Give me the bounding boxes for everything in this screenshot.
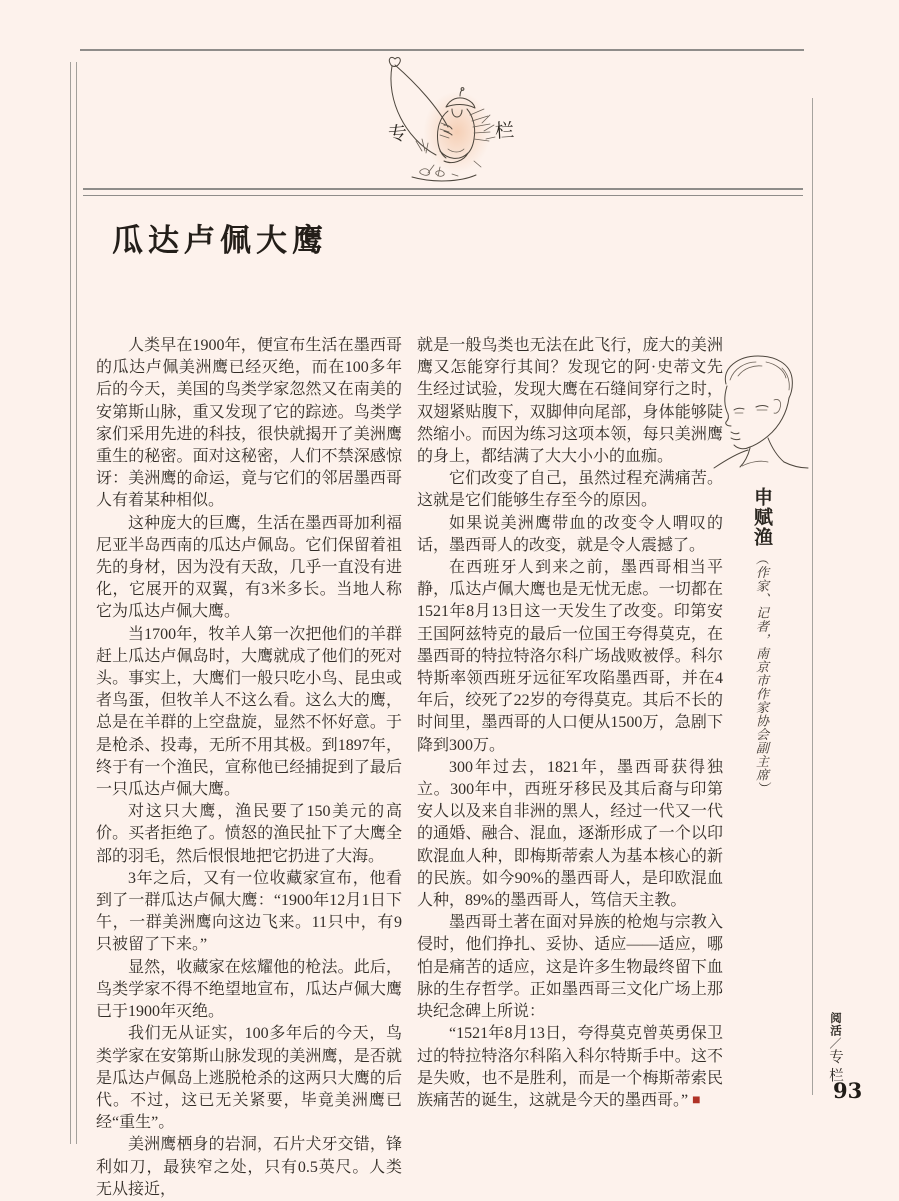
top-rule [80, 49, 804, 51]
article-paragraph: 这种庞大的巨鹰，生活在墨西哥加利福尼亚半岛西南的瓜达卢佩岛。它们保留着祖先的身材，因为没有天敌，几乎一直没有进化，它展开的双翼，有3米多长。当地人称它为瓜达卢佩大鹰。 [96, 514, 402, 621]
article-paragraph: 我们无从证实，100多年后的今天，鸟类学家在安第斯山脉发现的美洲鹰，是否就是瓜达卢佩岛上逃脱枪杀的这两只大鹰的后代。不过，这已无关紧要，毕竟美洲鹰已经“重生”。 [96, 1025, 402, 1132]
article-paragraph: 在西班牙人到来之前，墨西哥相当平静，瓜达卢佩大鹰也是无忧无虑。一切都在1521年8月13日这一天发生了改变。印第安王国阿兹特克的最后一位国王夸得莫克，在墨西哥的特拉特洛尔科广场战败被俘。科尔特斯率领西班牙远征军攻陷墨西哥，并在4年后，绞死了22岁的夸得莫克。其后不长的时间里，墨西哥的人口便从1500万，急剧下降到300万。 [417, 559, 723, 754]
article-paragraph: 它们改变了自己，虽然过程充满痛苦。这就是它们能够生存至今的原因。 [417, 470, 723, 510]
article-paragraph: 显然，收藏家在炫耀他的枪法。此后，鸟类学家不得不绝望地宣布，瓜达卢佩大鹰已于1900年灭绝。 [96, 958, 402, 1021]
article-paragraph: 墨西哥土著在面对异族的枪炮与宗教入侵时，他们挣扎、妥协、适应——适应，哪怕是痛苦的适应，这是许多生物最终留下血脉的生存哲学。正如墨西哥三文化广场上那块纪念碑上所说： [417, 914, 723, 1021]
article-column-1 [96, 335, 402, 1201]
article-paragraph: 人类早在1900年，便宣布生活在墨西哥的瓜达卢佩美洲鹰已经灭绝，而在100多年后的今天，美国的鸟类学家忽然又在南美的安第斯山脉，重又发现了它的踪迹。鸟类学家们采用先进的科技，很快就揭开了美洲鹰重生的秘密。面对这秘密，人们不禁深感惊讶：美洲鹰的命运，竟与它们的邻居墨西哥人有着某种相似。 [96, 337, 402, 510]
footer-column-label: 专栏 [827, 1049, 843, 1086]
article-paragraph: 就是一般鸟类也无法在此飞行，庞大的美洲鹰又怎能穿行其间？发现它的阿·史蒂文先生经过试验，发现大鹰在石缝间穿行之时，双翅紧贴腹下，双脚伸向尾部，身体能够陡然缩小。而因为练习这项本领，每只美洲鹰的身上，都结满了大大小小的血痂。 [417, 337, 723, 466]
column-badge-left: 专 [387, 123, 409, 146]
article-body [96, 335, 723, 1201]
article-paragraph: 当1700年，牧羊人第一次把他们的羊群赶上瓜达卢佩岛时，大鹰就成了他们的死对头。事实上，大鹰们一般只吃小鸟、昆虫或者鸟蛋，但牧羊人不这么看。这么大的鹰，总是在羊群的上空盘旋，显然不怀好意。于是枪杀、投毒，无所不用其极。到1897年，终于有一个渔民，宣称他已经捕捉到了最后一只瓜达卢佩大鹰。 [96, 625, 402, 799]
article-paragraph: 300年过去，1821年，墨西哥获得独立。300年中，西班牙移民及其后裔与印第安人以及来自非洲的黑人，经过一代又一代的通婚、融合、混血，逐渐形成了一个以印欧混血人种，即梅斯蒂索人为基本核心的新的民族。如今90%的墨西哥人，是印欧混血人种，89%的墨西哥人，笃信天主教。 [417, 758, 723, 910]
footer-section-label [827, 1012, 843, 1086]
article-paragraph: “1521年8月13日，夸得莫克曾英勇保卫过的特拉特洛尔科陷入科尔特斯手中。这不是失败，也不是胜利，而是一个梅斯蒂索民族痛苦的诞生，这就是今天的墨西哥。” ■ [417, 1025, 723, 1109]
article-title: 瓜达卢佩大鹰 [112, 223, 328, 258]
footer-separator: ／ [828, 1037, 842, 1049]
column-badge-right: 栏 [494, 120, 515, 143]
left-double-border [70, 62, 77, 1144]
sidebar-vertical-rule [812, 98, 813, 1095]
article-paragraph: 如果说美洲鹰带血的改变令人喟叹的话，墨西哥人的改变，就是令人震撼了。 [417, 514, 723, 554]
author-portrait-sketch [704, 350, 810, 476]
footer-magazine-section: 阅活 [829, 1012, 841, 1037]
article-paragraph: 美洲鹰栖身的岩洞，石片犬牙交错，锋利如刀，最狭窄之处，只有0.5英尺。人类无从接近， [96, 1136, 402, 1198]
article-end-mark: ■ [692, 1092, 701, 1108]
article-paragraph: 3年之后，又有一位收藏家宣布，他看到了一群瓜达卢佩大鹰：“1900年12月1日下午，一群美洲鹰向这边飞来。11只中，有9只被留了下来。” [96, 869, 402, 954]
author-bio: （作家、记者，南京市作家协会副主席） [754, 552, 769, 795]
page-number: 93 [833, 1078, 863, 1103]
article-paragraph: 对这只大鹰，渔民要了150美元的高价。买者拒绝了。愤怒的渔民扯下了大鹰全部的羽毛，然后恨恨地把它扔进了大海。 [96, 803, 402, 865]
author-name: 申赋渔 [751, 487, 772, 547]
article-column-2 [417, 335, 723, 1201]
